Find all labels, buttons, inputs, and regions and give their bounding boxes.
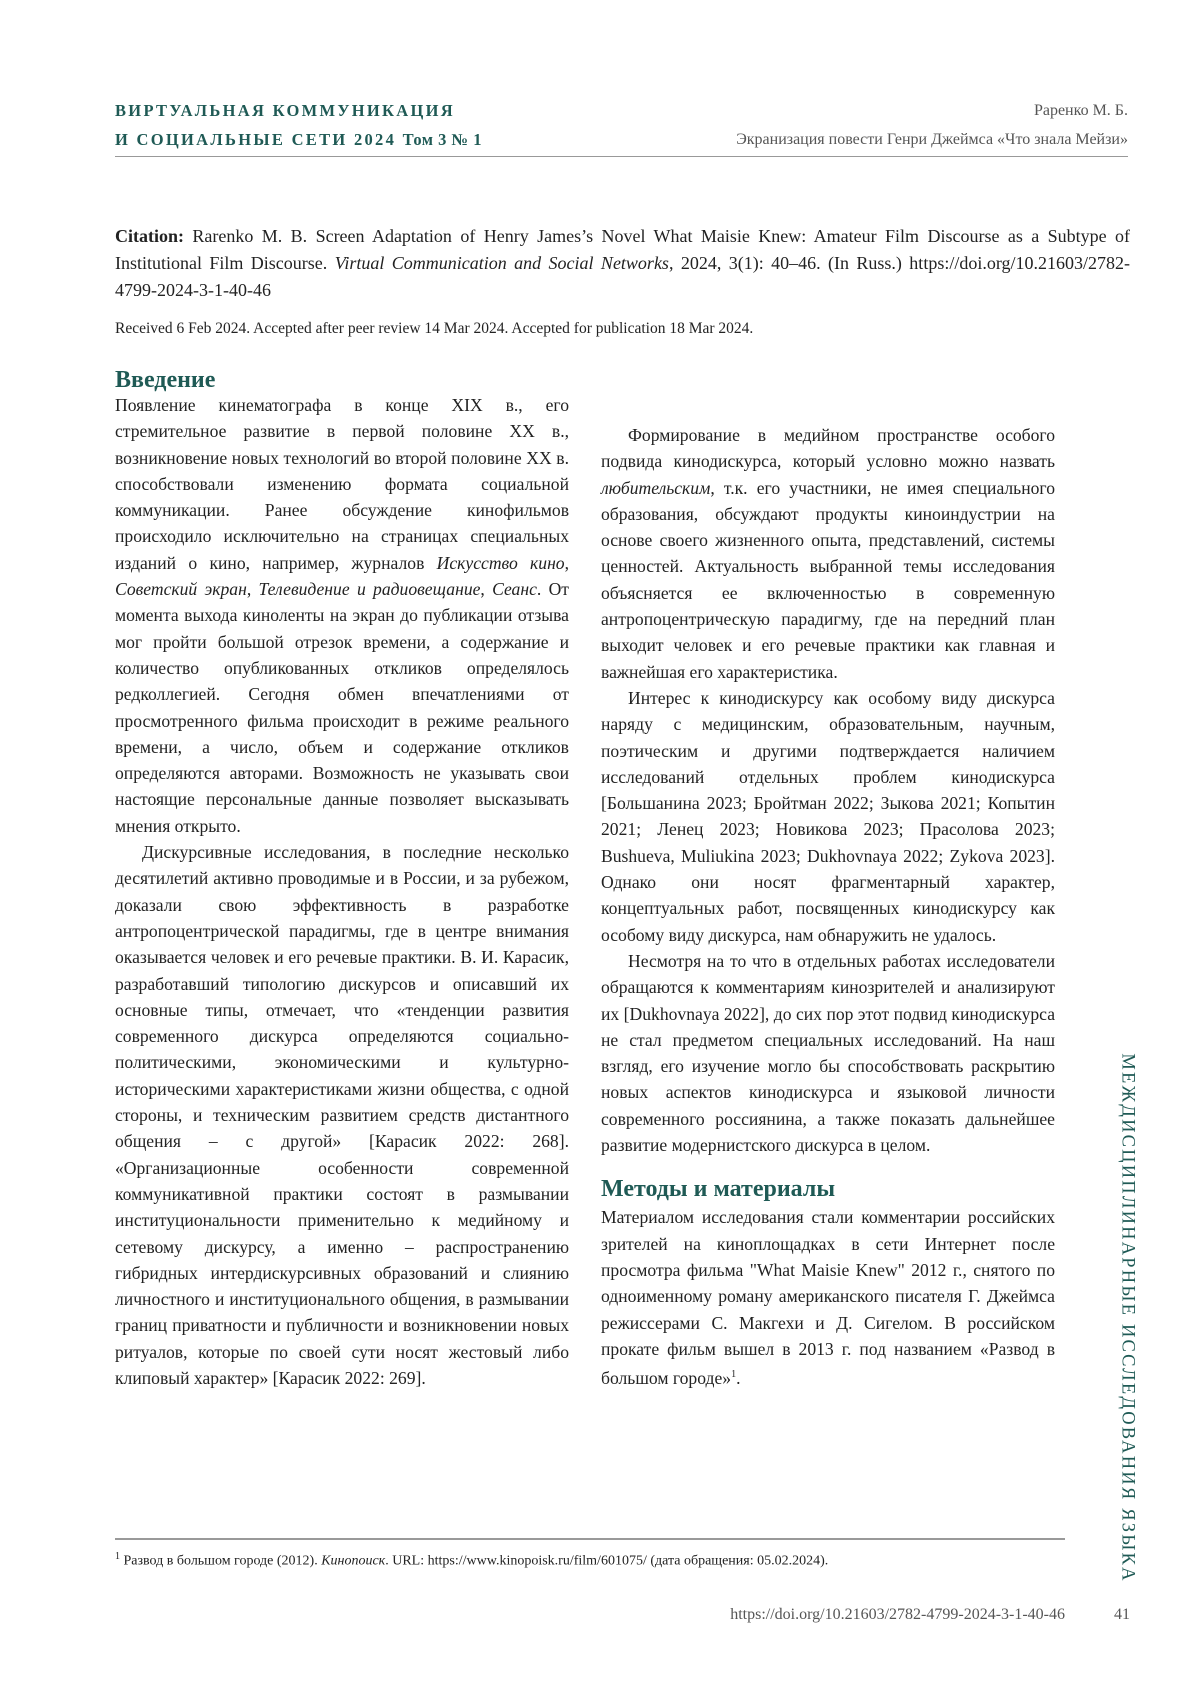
intro-paragraph-1: Появление кинематографа в конце XIX в., его стремительное развитие в первой половине XX в., возникновение новых технологий во второй половине XX в. способствовали изменению формата социальной коммуникации. Ранее обсуждение кинофильмов происходило исключительно на страницах специальных изданий о кино, например, журналов Искусство кино, Советский экран, Телевидение и радиовещание, Сеанс. От момента выхода киноленты на экран до публикации отзыва мог пройти большой отрезок времени, а содержание и количество опубликованных откликов определялось редколлегией. Сегодня обмен впечатлениями от просмотренного фильма происходит в режиме реального времени, а число, объем и содержание откликов определяются авторами. Возможность не указывать свои настоящие персональные данные позволяет высказывать мнения открыто. <box>115 395 570 836</box>
journal-title <box>115 96 482 154</box>
side-section-label <box>1112 1053 1142 1583</box>
journal-volume: Том 3 № 1 <box>402 130 482 149</box>
citation-text-2: , 2024, 3(1): 40–46. (In Russ.) https://doi.org/10.21603/2782-4799-2024-3-1-40-46 <box>115 253 1130 300</box>
footnote-ref: 1 <box>731 1369 737 1381</box>
side-section-label-text: МЕЖДИСЦИПЛИНАРНЫЕ ИССЛЕДОВАНИЯ ЯЗЫКА <box>1117 1053 1138 1583</box>
intro-paragraph-2: Дискурсивные исследования, в последние несколько десятилетий активно проводимые и в России, и за рубежом, доказали свою эффективность в разработке антропоцентрической парадигмы, где в центре внимания оказывается человек и его речевые практики. В. И. Карасик, разработавший типологию дискурсов и описавший их основные типы, отмечает, что «тенденции развития современного дискурса определяются социально-политическими, экономическими и культурно-историческими характеристиками жизни общества, с одной стороны, и техническим развитием средств дистантного общения – с другой» [Карасик 2022: 268]. «Организационные особенности современной коммуникативной практики состоят в размывании институциональности применительно к медийному и сетевому дискурсу, а именно – распространению гибридных интердискурсивных образований и слиянию личностного и институционального общения, в размывании границ приватности и публичности и возникновении новых ритуалов, которые по своей сути носят жестовый либо клиповый характер» [Карасик 2022: 269]. <box>115 842 569 1388</box>
citation-journal: Virtual Communication and Social Networks <box>334 253 669 273</box>
page-number: 41 <box>1114 1606 1130 1623</box>
running-header <box>736 96 1128 154</box>
methods-paragraph-1: Материалом исследования стали комментарии российских зрителей на киноплощадках в сети Интернет после просмотра фильма "What Maisie Knew" 2012 г., снятого по одноименному роману американского писателя Г. Джеймса режиссерами С. Макгехи и Д. Сигелом. В российском прокате фильм вышел в 2013 г. под названием «Развод в большом городе»$^1$. <box>601 1207 1055 1388</box>
right-paragraph-2: Интерес к кинодискурсу как особому виду дискурса наряду с медицинским, образовательным, научным, поэтическим и другими подтверждается наличием исследований отдельных проблем кинодискурса [Большанина 2023; Бройтман 2022; Зыкова 2021; Копытин 2021; Ленец 2023; Новикова 2023; Прасолова 2023; Bushueva, Muliukina 2023; Dukhovnaya 2022; Zykova 2023]. Однако они носят фрагментарный характер, концептуальных работ, посвященных кинодискурсу как особому виду дискурса, нам обнаружить не удалось. <box>601 687 1055 945</box>
header-divider <box>115 156 1128 157</box>
journal-title-line2: И СОЦИАЛЬНЫЕ СЕТИ 2024 Том 3 № 1 <box>115 130 482 149</box>
footnote: $^1$ Развод в большом городе (2012). Кинопоиск. URL: https://www.kinopoisk.ru/film/601075/ (дата обращения: 05.02.2024). <box>115 1551 829 1569</box>
journal-title-line1: ВИРТУАЛЬНАЯ КОММУНИКАЦИЯ <box>115 101 455 120</box>
right-paragraph-3: Несмотря на то что в отдельных работах исследователи обращаются к комментариям кинозрителей и анализируют их [Dukhovnaya 2022], до сих пор этот подвид кинодискурса не стал предметом специальных исследований. На наш взгляд, его изучение могло бы способствовать раскрытию новых аспектов кинодискурса и языковой личности современного россиянина, а также показать дальнейшее развитие модернистского дискурса в целом. <box>601 950 1055 1156</box>
right-column <box>601 422 1055 1391</box>
citation-label: Citation: <box>115 226 184 246</box>
section-heading-intro: Введение <box>115 367 216 393</box>
left-column <box>115 367 570 1391</box>
right-paragraph-1: Формирование в медийном пространстве особого подвида кинодискурса, который условно можно назвать любительским, т.к. его участники, не имея специального образования, обсуждают продукты киноиндустрии на основе своего жизненного опыта, представлений, системы ценностей. Актуальность выбранной темы исследования объясняется ее включенностью в современную антропоцентрическую парадигму, где на передний план выходит человек и его речевые практики как главная и важнейшая его характеристика. <box>601 425 1055 682</box>
citation-text-1: Rarenko M. B. Screen Adaptation of Henry James’s Novel What Maisie Knew: Amateur Film Discourse as a Subtype of Institutional Film Discourse. <box>115 226 1130 273</box>
received-dates: Received 6 Feb 2024. Accepted after peer review 14 Mar 2024. Accepted for publication 18 Mar 2024. <box>115 320 754 337</box>
footer-doi: https://doi.org/10.21603/2782-4799-2024-3-1-40-46 <box>730 1606 1065 1623</box>
running-title: Экранизация повести Генри Джеймса «Что знала Мейзи» <box>736 131 1128 148</box>
section-heading-methods: Методы и материалы <box>601 1176 836 1203</box>
footnote-divider <box>115 1538 1065 1540</box>
running-author: Раренко М. Б. <box>1033 102 1128 119</box>
footnote-number: 1 <box>115 1551 120 1562</box>
citation-block <box>115 223 1130 304</box>
